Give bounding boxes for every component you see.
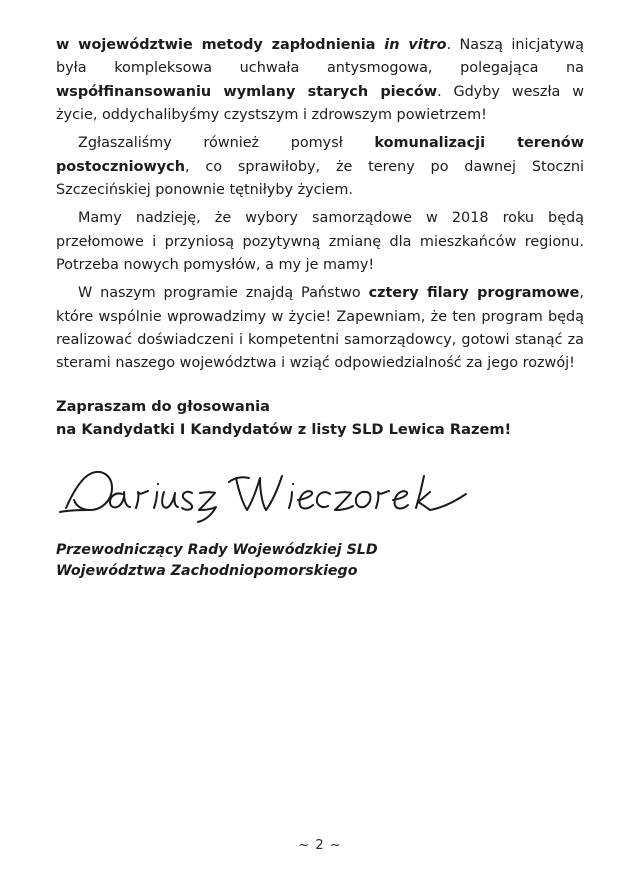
- handwritten-signature: [56, 460, 476, 530]
- run-bold: cztery filary programowe: [368, 285, 580, 302]
- body-text: [56, 34, 584, 376]
- paragraph-3: [56, 207, 584, 277]
- closing-call-to-action: [56, 396, 584, 441]
- paragraph-4: [56, 282, 584, 375]
- signature-role-line-1: Przewodniczący Rady Wojewódzkiej SLD: [56, 542, 378, 558]
- page-number: ~ 2 ~: [298, 838, 342, 853]
- run-bold-italic: in vitro: [384, 37, 447, 53]
- run-bold: w województwie metody zapłodnienia: [56, 37, 385, 53]
- signature-role-line-2: Województwa Zachodniopomorskiego: [56, 562, 358, 579]
- run-normal: . Naszą inicjatywą była kompleksowa uchwała antysmogowa, polegająca na: [56, 37, 584, 77]
- run-normal: , co sprawiłoby, że tereny po dawnej Stoczni Szczecińskiej ponownie tętniłyby życiem.: [56, 158, 584, 198]
- run-bold: współfinansowaniu wymlany starych pieców: [56, 83, 438, 100]
- run-normal: , które wspólnie wprowadzimy w życie! Zapewniam, że ten program będą realizować doświadczeni i kompetentni samorządowcy, gotowi stanąć za sterami naszego województwa i wziąć odpowiedzialność za jego rozwój!: [56, 285, 584, 372]
- closing-line-1: Zapraszam do głosowania: [56, 398, 270, 415]
- run-normal: W naszym programie znajdą Państwo: [78, 285, 369, 302]
- run-normal: . Gdyby weszła w życie, oddychalibyśmy czystszym i zdrowszym powietrzem!: [56, 83, 585, 123]
- closing-line-2: na Kandydatki I Kandydatów z listy SLD Lewica Razem!: [56, 420, 512, 438]
- paragraph-1: [56, 34, 584, 127]
- run-normal: Mamy nadzieję, że wybory samorządowe w 2018 roku będą przełomowe i przyniosą pozytywną zmianę dla mieszkańców regionu. Potrzeba nowych pomysłów, a my je mamy!: [56, 210, 584, 273]
- paragraph-2: [56, 132, 584, 202]
- signature-role: [56, 540, 584, 581]
- run-bold: komunalizacji terenów postoczniowych: [56, 135, 584, 175]
- run-normal: Zgłaszaliśmy również pomysł: [78, 135, 375, 152]
